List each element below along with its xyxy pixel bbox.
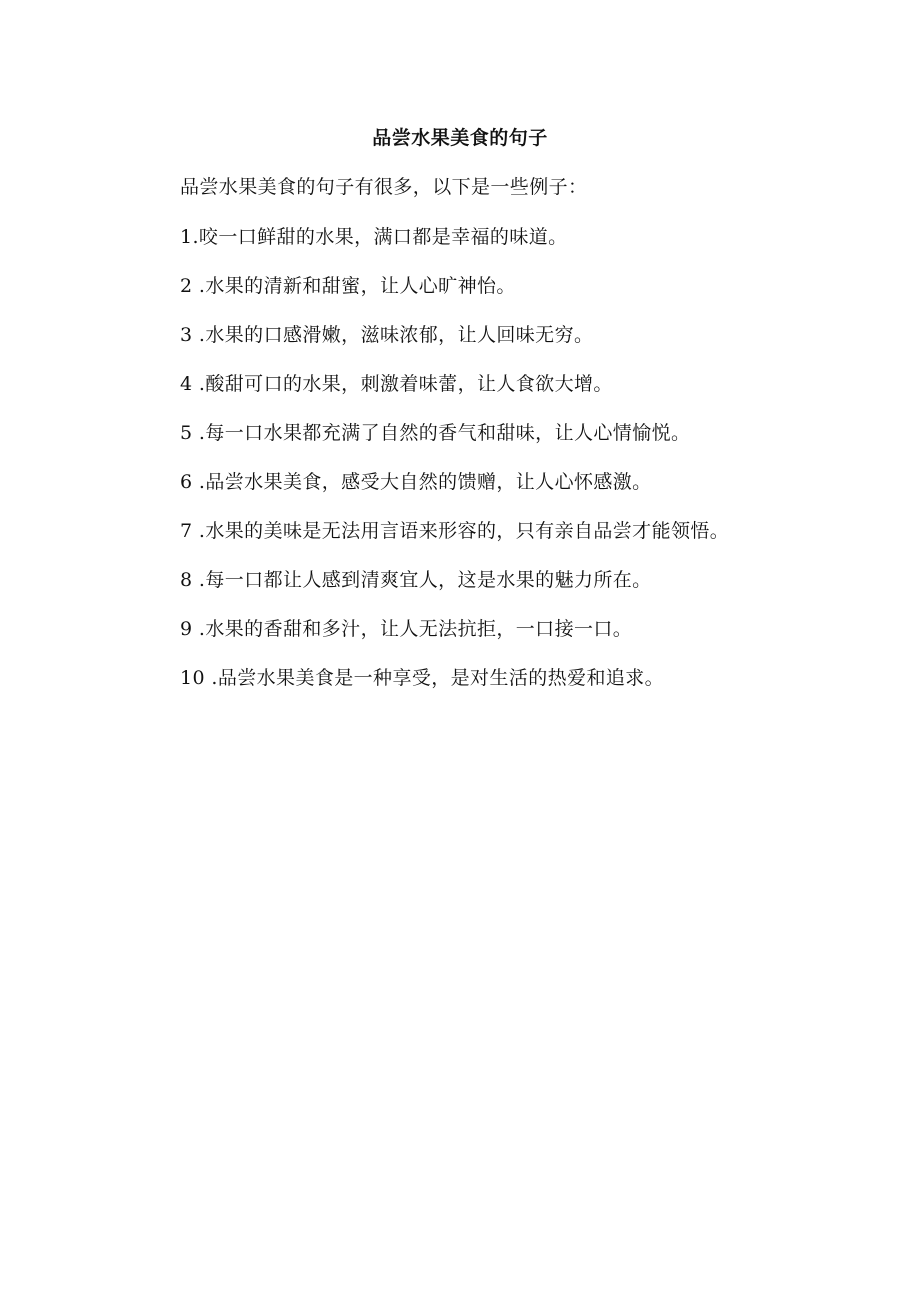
list-item: 9 .水果的香甜和多汁，让人无法抗拒，一口接一口。 [180,618,633,640]
intro-paragraph: 品尝水果美食的句子有很多，以下是一些例子： [180,176,588,198]
list-item: 3 .水果的口感滑嫩，滋味浓郁，让人回味无穷。 [180,324,594,346]
list-item: 10 .品尝水果美食是一种享受，是对生活的热爱和追求。 [180,667,665,689]
list-item: 7 .水果的美味是无法用言语来形容的，只有亲自品尝才能领悟。 [180,520,730,542]
list-item: 8 .每一口都让人感到清爽宜人，这是水果的魅力所在。 [180,569,652,591]
list-item: 6 .品尝水果美食，感受大自然的馈赠，让人心怀感激。 [180,471,652,493]
list-item: 2 .水果的清新和甜蜜，让人心旷神怡。 [180,275,516,297]
list-item: 4 .酸甜可口的水果，刺激着味蕾，让人食欲大增。 [180,373,613,395]
list-item: 1.咬一口鲜甜的水果，满口都是幸福的味道。 [180,226,568,248]
sentence-list [180,222,770,712]
page-title: 品尝水果美食的句子 [372,127,548,149]
list-item: 5 .每一口水果都充满了自然的香气和甜味，让人心情愉悦。 [180,422,691,444]
